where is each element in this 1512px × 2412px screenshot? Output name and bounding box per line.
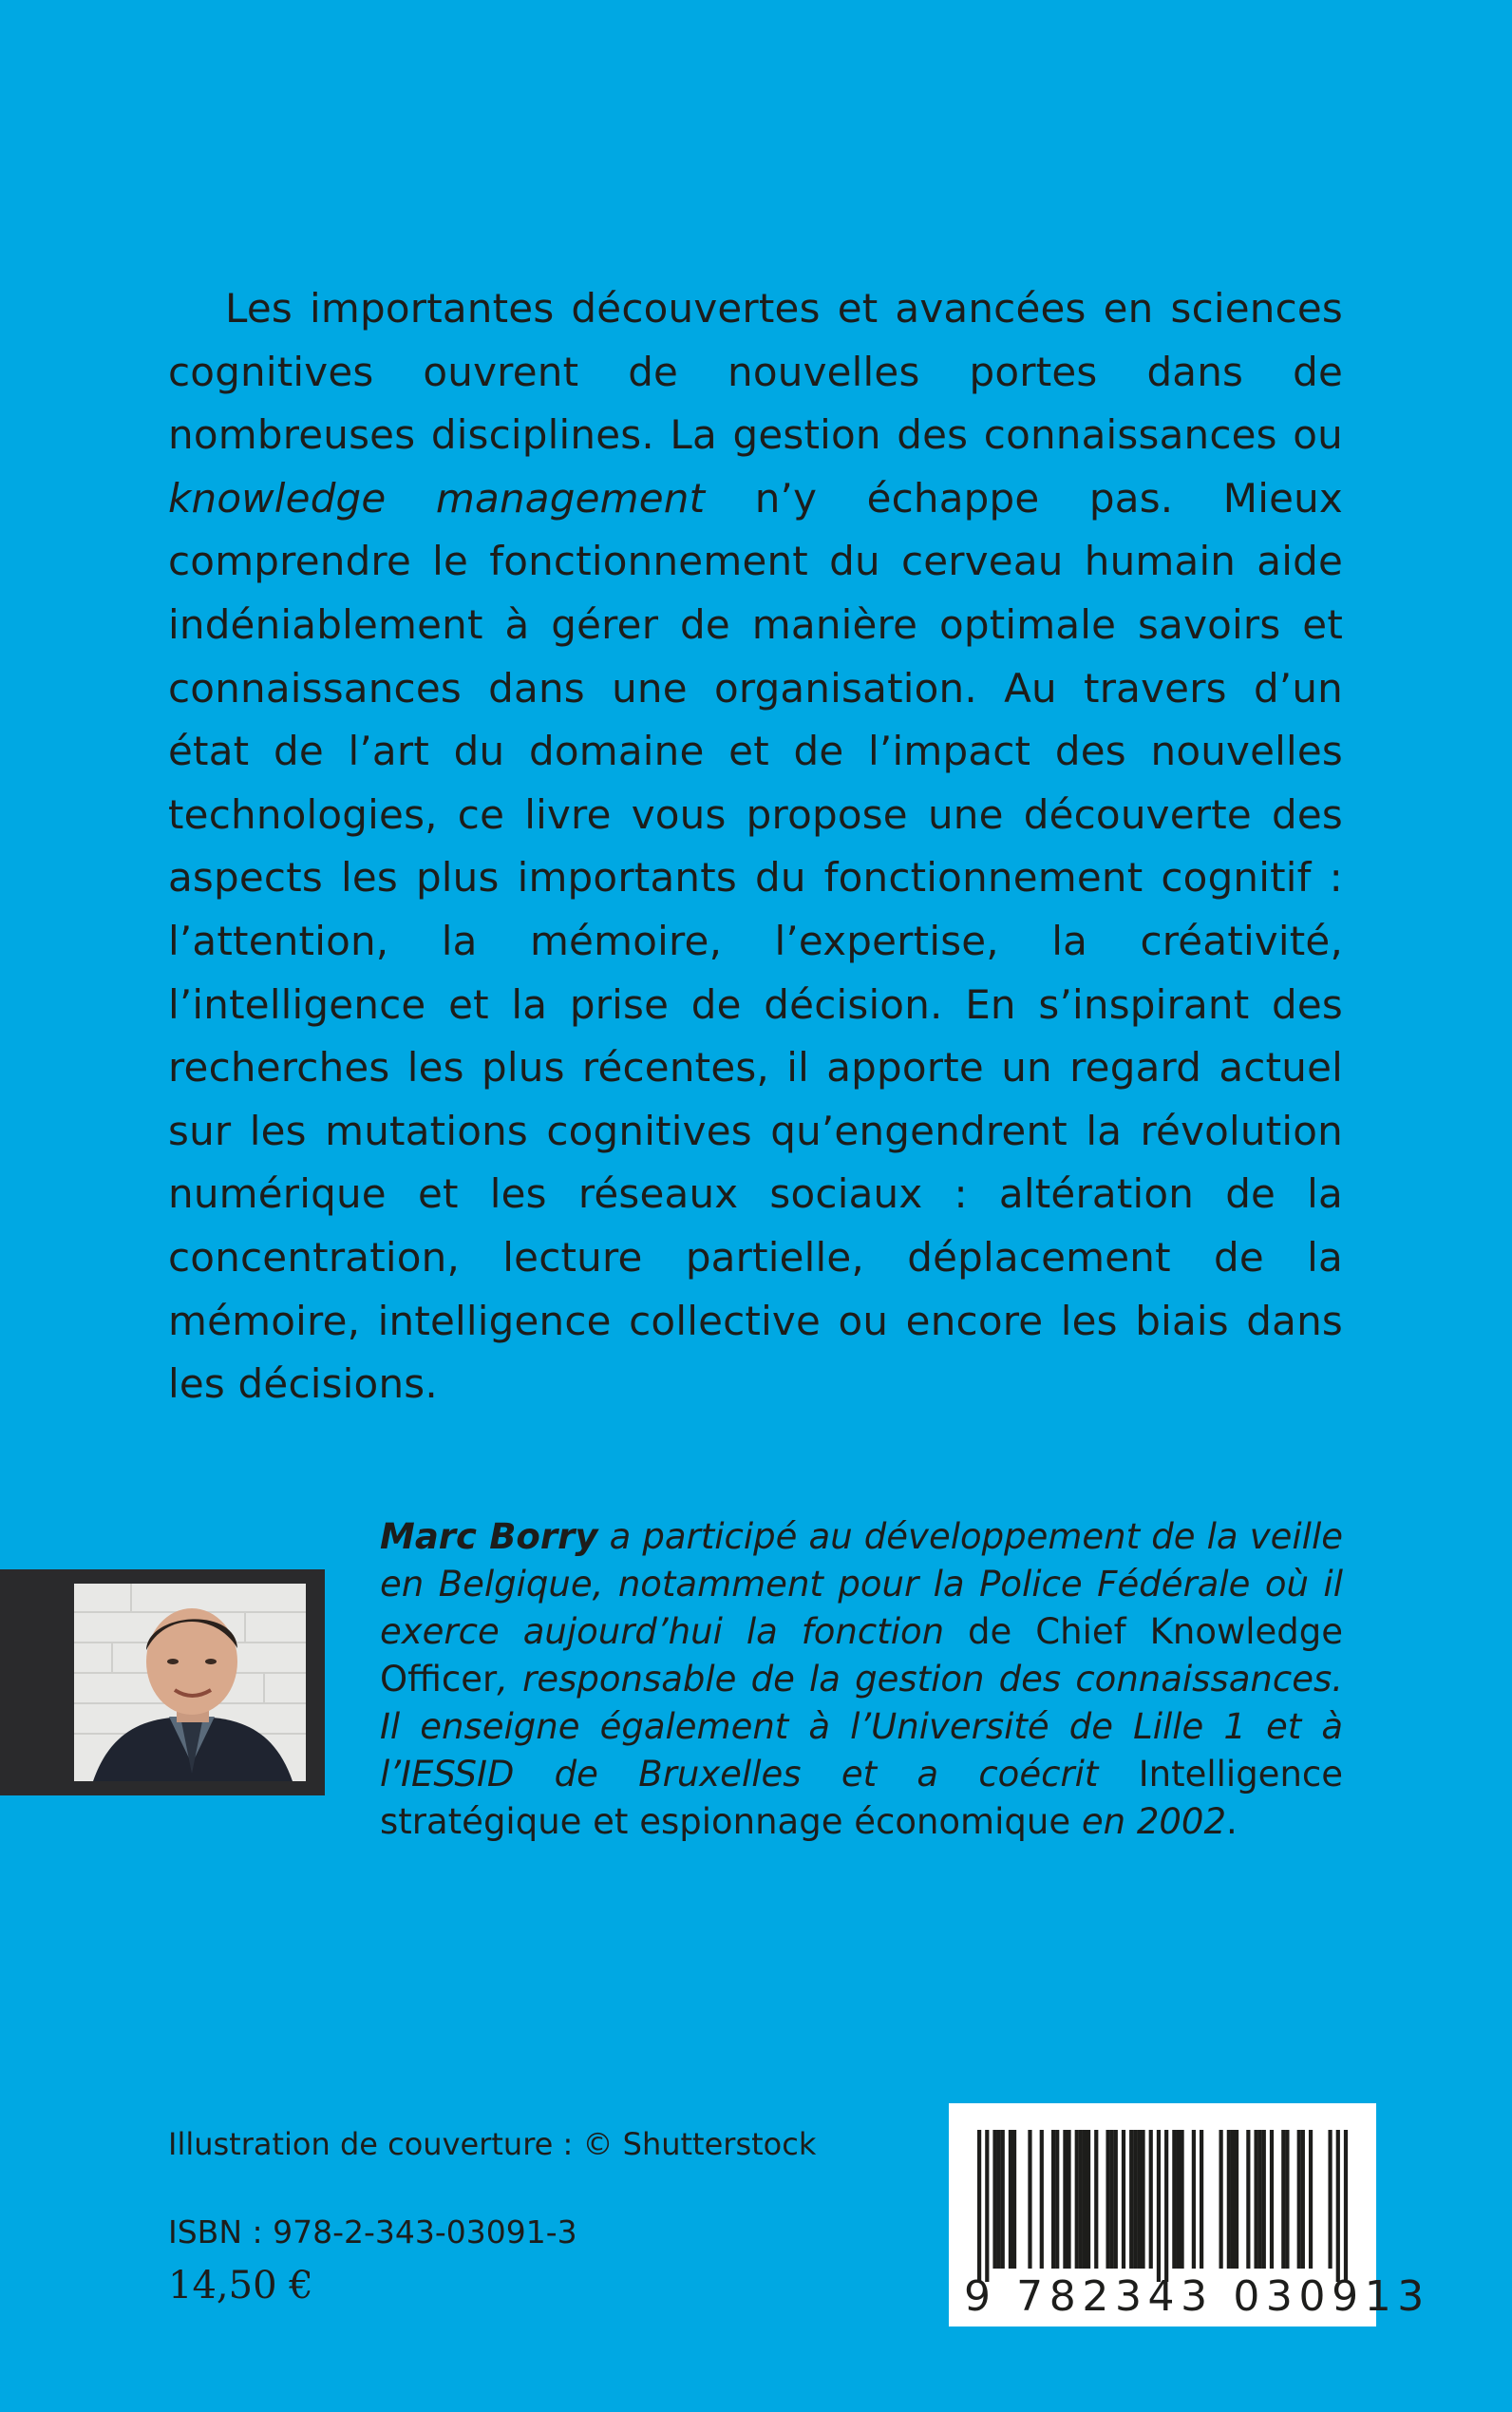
barcode-bar [1180,2130,1183,2269]
barcode-bar [1157,2130,1161,2282]
barcode-bar [1246,2130,1250,2269]
barcode-digits: 9 782343 030913 [964,2272,1430,2321]
author-bio-end: . [1226,1801,1238,1842]
author-bio-text-1: a participé au développement de la veille en Belgique, notamment pour la Police Fédérale où il exerce aujourd’hui la fonction [380,1516,1343,1652]
book-summary [168,277,1343,1416]
barcode-bar [1309,2130,1313,2269]
barcode-bar [1172,2130,1176,2269]
barcode-bar [1028,2130,1031,2269]
barcode-bar [1009,2130,1012,2269]
barcode-bar [1051,2130,1055,2269]
barcode-bar [992,2130,996,2269]
summary-text-italic: knowledge management [168,474,706,522]
author-job-title: Chief Knowledge Officer [380,1611,1343,1700]
barcode-bar [1012,2130,1016,2269]
barcode-bar [1254,2130,1257,2269]
barcode-bar [1227,2130,1231,2269]
barcode-bar [1133,2130,1137,2269]
barcode-bar [1192,2130,1196,2269]
barcode-bar [1067,2130,1070,2269]
cover-illustration-credit: Illustration de couverture : © Shutterstock [168,2126,817,2162]
summary-text-1: Les importantes découvertes et avancées en sciences cognitives ouvrent de nouvelles portes dans de nombreuses disciplines. La gestion des connaissances ou [168,285,1343,459]
barcode-bar [1114,2130,1118,2269]
barcode-bar [1063,2130,1067,2269]
author-bio [380,1513,1343,1846]
barcode-bar [1083,2130,1087,2269]
barcode-bar [1336,2130,1340,2282]
barcode-bar [1262,2130,1266,2269]
barcode-bar [985,2130,989,2282]
barcode-bar [1149,2130,1153,2269]
barcode-bar [1235,2130,1238,2269]
isbn: ISBN : 978-2-343-03091-3 [168,2213,577,2251]
barcode-bar [1258,2130,1262,2269]
price: 14,50 € [168,2264,313,2308]
barcode-bar [1270,2130,1274,2269]
barcode-bar [1001,2130,1005,2269]
barcode-bar [1328,2130,1332,2269]
barcode-bar [1281,2130,1285,2269]
barcode-bar [1055,2130,1059,2269]
barcode-bar [1297,2130,1301,2269]
barcode-bar [1094,2130,1098,2269]
barcode-bar [1087,2130,1090,2269]
author-bio-text-3: , responsable de la gestion des connaissances. Il enseigne également à l’Université de Lille 1 et à l’IESSID de Bruxelles et a coécrit [380,1659,1343,1795]
barcode-bar [1231,2130,1235,2269]
barcode-bar [1344,2130,1348,2282]
barcode-bar [1141,2130,1144,2269]
barcode-bar [1110,2130,1114,2269]
barcode-bar [1040,2130,1044,2269]
barcode-bar [1200,2130,1203,2269]
barcode-bar [1164,2130,1168,2282]
barcode-bar [997,2130,1001,2269]
barcode-bar [1129,2130,1133,2269]
barcode-bar [1285,2130,1289,2269]
author-bio-year: en 2002 [1070,1801,1226,1842]
author-bio-text-2: de [968,1611,1036,1652]
barcode-bar [1075,2130,1079,2269]
barcode-bar [1106,2130,1109,2269]
author-name: Marc Borry [380,1516,598,1557]
author-photo [74,1584,306,1781]
author-bio-paragraph [380,1513,1343,1846]
summary-paragraph [168,277,1343,1416]
barcode-bar [1176,2130,1180,2269]
author-other-book-title: Intelligence stratégique et espionnage économique [380,1754,1343,1842]
barcode [949,2103,1430,2327]
summary-text-2: n’y échappe pas. Mieux comprendre le fonctionnement du cerveau humain aide indéniablement à gérer de manière optimale savoirs et connaissances dans une organisation. Au travers d’un état de l’art du domaine et de l’impact des nouvelles technologies, ce livre vous propose une découverte des aspects les plus importants du fonctionnement cognitif : l’attention, la mémoire, l’expertise, la créativité, l’intelligence et la prise de décision. En s’inspirant des recherches les plus récentes, il apporte un regard actuel sur les mutations cognitives qu’engendrent la révolution numérique et les réseaux sociaux : altération de la concentration, lecture partielle, déplacement de la mémoire, intelligence collective ou encore les biais dans les décisions. [168,474,1343,1408]
barcode-bar [1122,2130,1125,2269]
barcode-bar [977,2130,981,2282]
barcode-bar [1301,2130,1305,2269]
barcode-bar [1137,2130,1141,2269]
barcode-bar [1079,2130,1083,2269]
barcode-bar [1219,2130,1223,2269]
